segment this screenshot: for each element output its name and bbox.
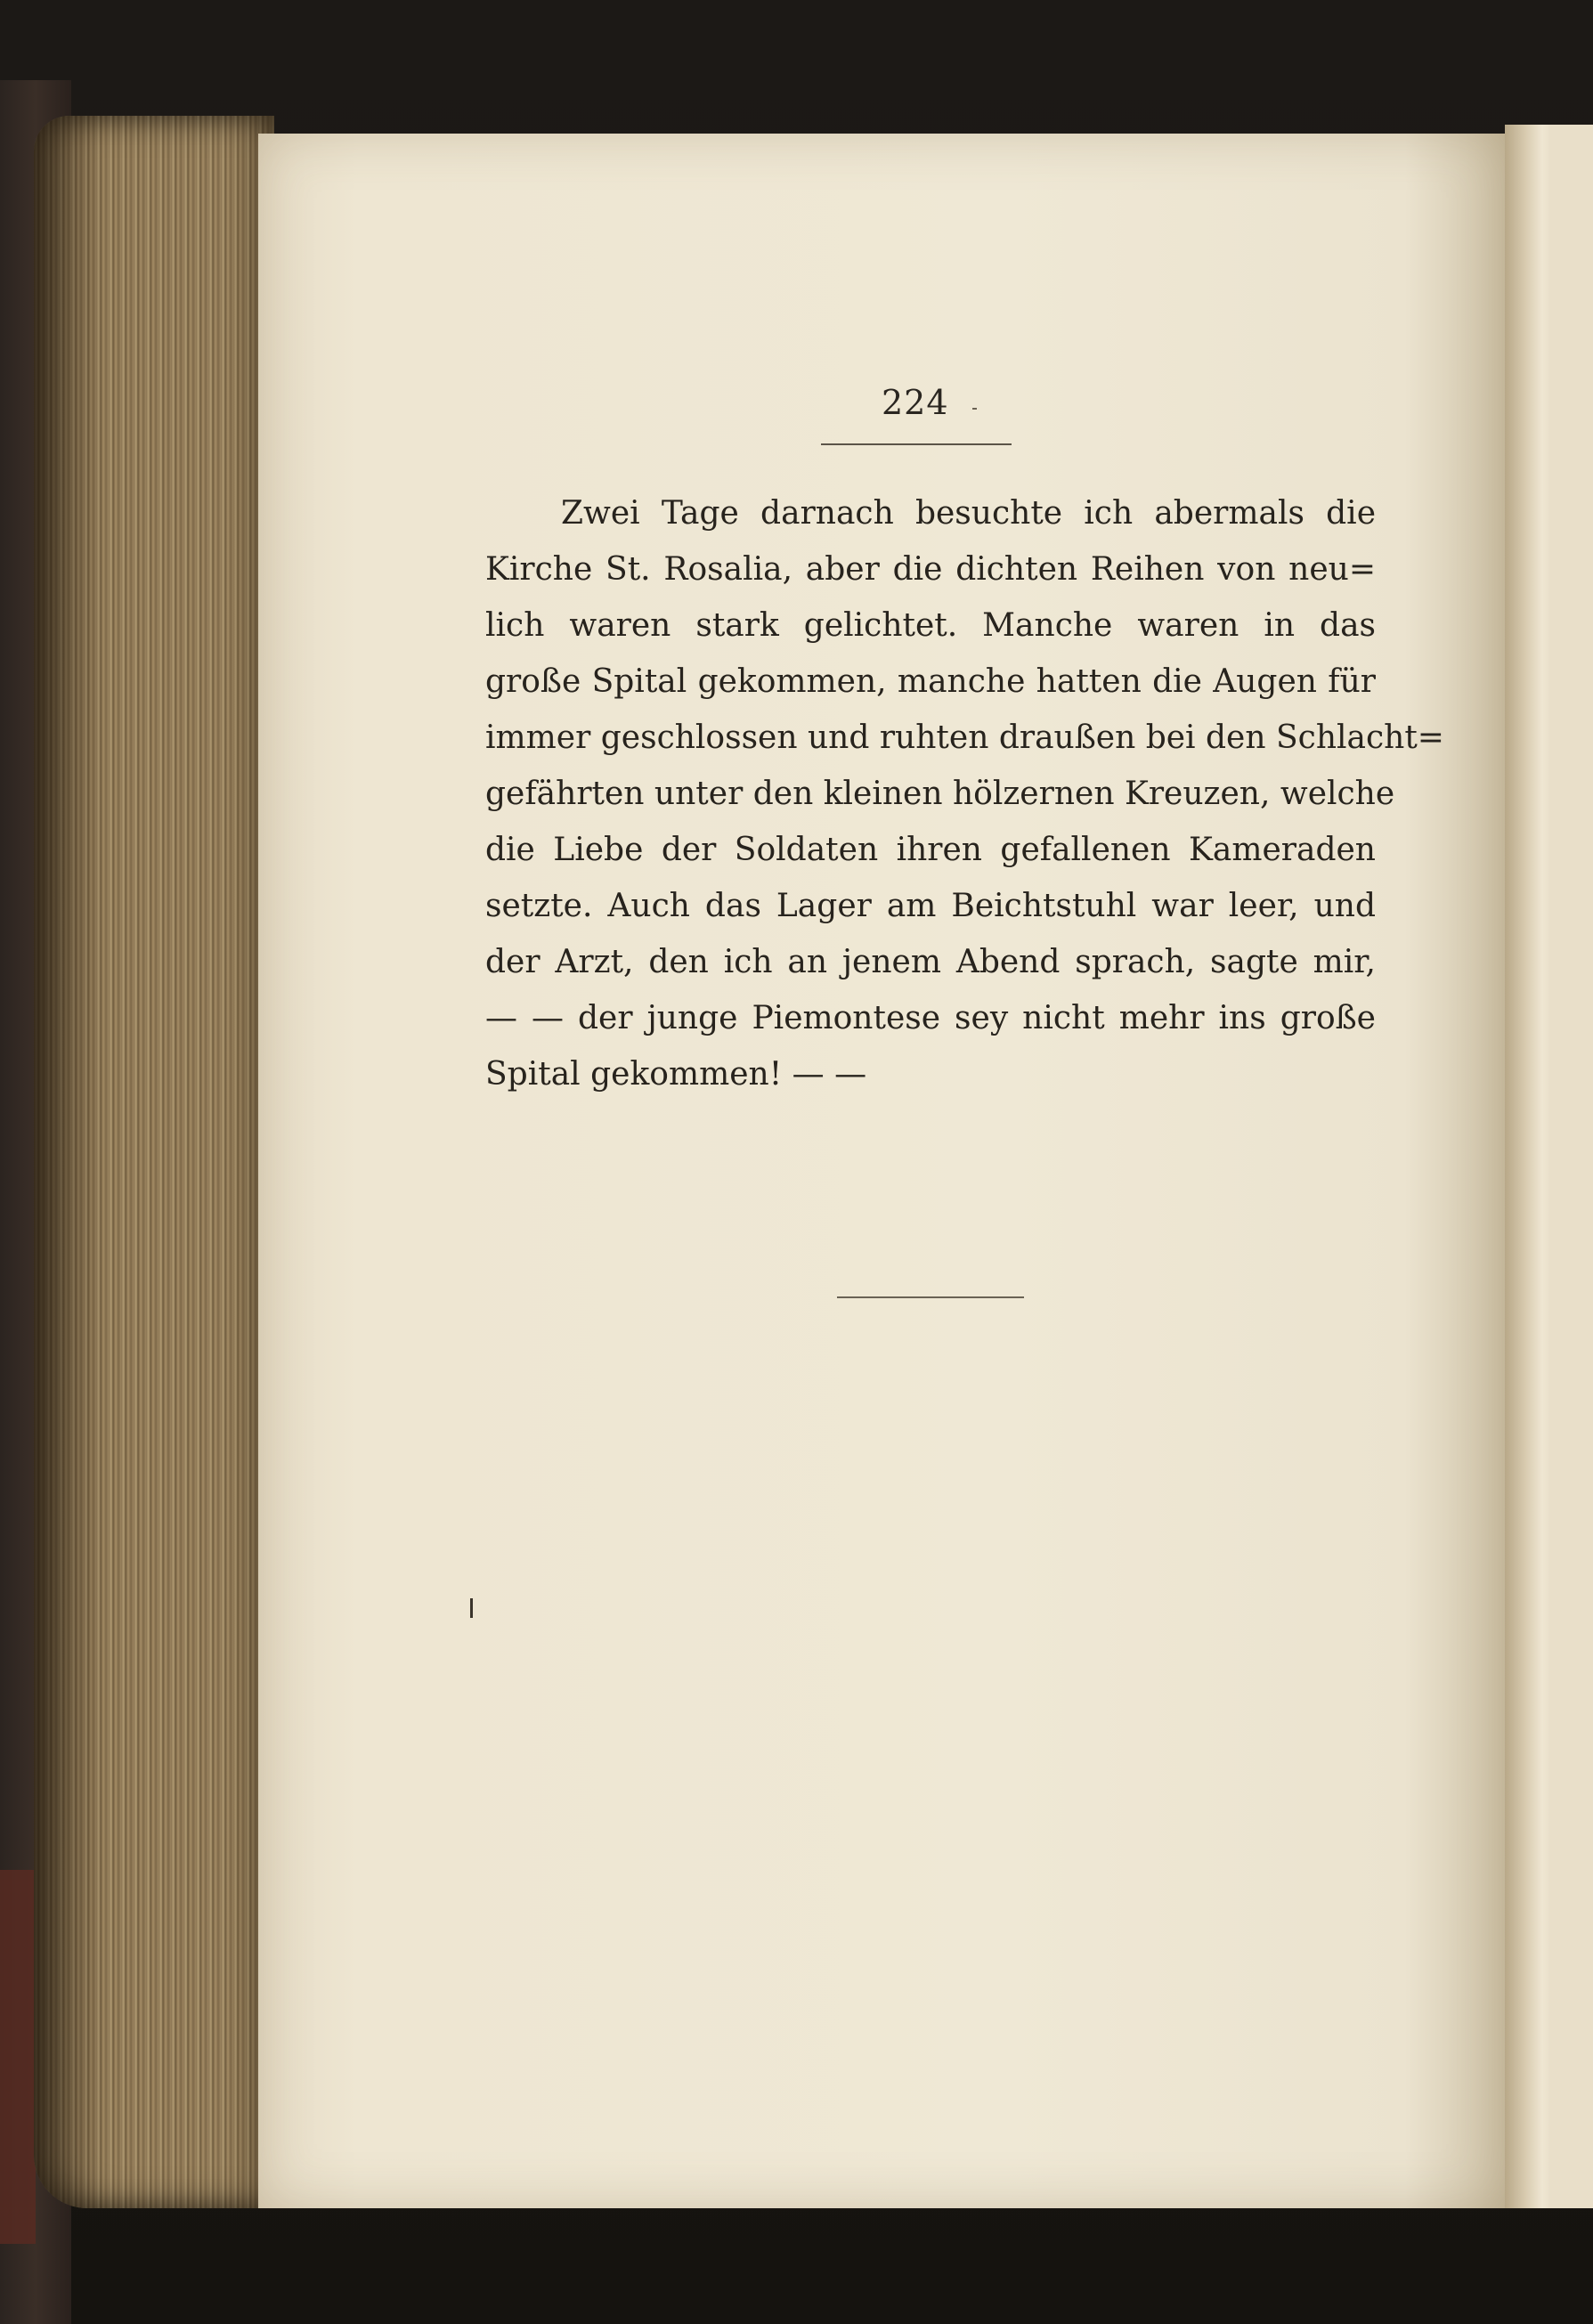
section-end-rule — [837, 1296, 1024, 1298]
margin-mark — [470, 1598, 473, 1618]
text-line: immer geschlossen und ruhten draußen bei den Schlacht= — [485, 719, 1444, 756]
text-line: der Arzt, den ich an jenem Abend sprach, sagte mir, — [485, 944, 1376, 980]
header-rule — [821, 443, 1012, 445]
text-line: Spital gekommen! — — — [485, 1056, 867, 1093]
page-block-shade — [34, 116, 274, 2208]
text-line: lich waren stark gelichtet. Manche waren in das — [485, 607, 1376, 644]
body-text — [485, 485, 1444, 1102]
cover-leather-patch — [0, 1870, 36, 2244]
ink-speck — [972, 408, 977, 410]
text-line: die Liebe der Soldaten ihren gefallenen Kameraden — [485, 832, 1376, 868]
facing-page-edge — [1549, 125, 1593, 2208]
page-number: 224 — [882, 383, 949, 422]
text-line: große Spital gekommen, manche hatten die Augen für — [485, 663, 1376, 700]
text-line: — — der junge Piemontese sey nicht mehr ins große — [485, 1000, 1376, 1036]
text-line: setzte. Auch das Lager am Beichtstuhl war leer, und — [485, 888, 1376, 924]
text-line: gefährten unter den kleinen hölzernen Kreuzen, welche — [485, 776, 1395, 812]
text-line: Kirche St. Rosalia, aber die dichten Reihen von neu= — [485, 551, 1376, 588]
text-line: Zwei Tage darnach besuchte ich abermals die — [561, 495, 1376, 532]
